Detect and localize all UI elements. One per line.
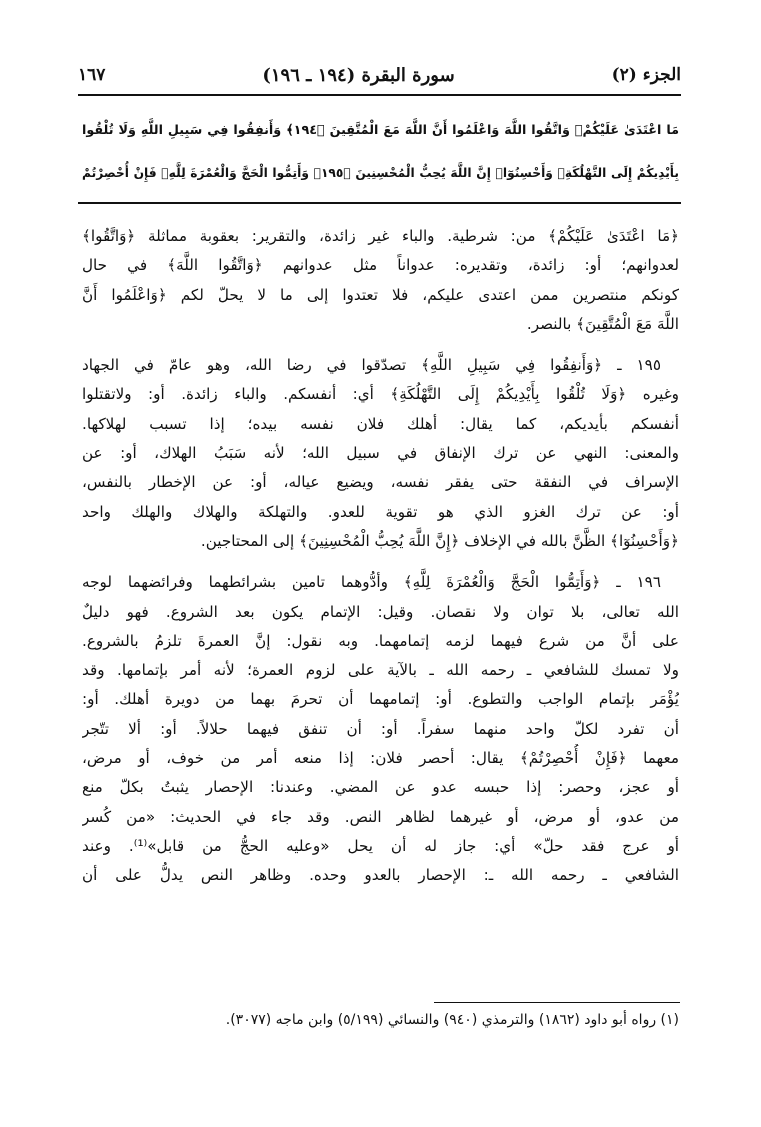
text-line: الله تعالى، بلا توان ولا نقصان. وقيل: الإتمام يكون بعد الشروع. فهو دليلٌ bbox=[82, 602, 679, 621]
page-number: ١٦٧ bbox=[78, 65, 106, 85]
text-line: والمعنى: النهي عن ترك الإنفاق في سبيل الله؛ لأنه سَبَبُ الهلاك، أو: عن bbox=[82, 444, 679, 463]
text-line: أو عرج فقد حلّ» أي: جاز له أن يحل «وعليه الحجُّ من قابل»⁽¹⁾. وعند bbox=[82, 836, 679, 855]
paragraph-195 bbox=[82, 351, 679, 556]
header-rule bbox=[78, 94, 681, 96]
quran-verse-block bbox=[82, 110, 679, 194]
text-line: من عدو، أو مرض، أو غيرهما لظاهر النص. وقد جاء في الحديث: «من كُسر bbox=[82, 807, 679, 826]
verse-line-2: بِأَيْدِيكُمْ إِلَى التَّهْلُكَةِۛ وَأَحْسِنُوٓاۛ إِنَّ اللَّهَ يُحِبُّ الْمُحْسِنِينَ ﴿١٩٥﴾ وَأَتِمُّوا الْحَجَّ وَالْعُمْرَةَ لِلَّهِۚ فَإِنْ أُحْصِرْتُمْ bbox=[82, 166, 679, 180]
text-line: ﴿مَا اعْتَدَىٰ عَلَيْكُمْ﴾ من: شرطية. والباء غير زائدة، والتقرير: بعقوبة مماثلة ﴿وَاتَّقُوا﴾ bbox=[82, 227, 679, 245]
verse-line-1: مَا اعْتَدَىٰ عَلَيْكُمْۚ وَاتَّقُوا اللَّهَ وَاعْلَمُوا أَنَّ اللَّهَ مَعَ الْمُتَّقِينَ ﴿١٩٤﴾ وَأَنفِقُوا فِي سَبِيلِ اللَّهِ وَلَا تُلْقُوا bbox=[82, 123, 679, 138]
footnote: (١) رواه أبو داود (١٨٦٢) والترمذي (٩٤٠) والنسائي (٥/١٩٩) وابن ماجه (٣٠٧٧). bbox=[225, 1012, 679, 1028]
text-line: الإسراف في النفقة حتى يفقر نفسه، ويضيع عياله، أو: عن الإخطار بالنفس، bbox=[82, 473, 679, 492]
text-line: اللَّهَ مَعَ الْمُتَّقِينَ﴾ بالنصر. bbox=[526, 314, 679, 333]
paragraph-194 bbox=[82, 222, 679, 339]
commentary-body bbox=[82, 222, 679, 903]
text-line: لعدوانهم؛ أو: زائدة، وتقديره: عدواناً مثل عدوانهم ﴿وَاتَّقُوا اللَّهَ﴾ في حال bbox=[82, 256, 679, 275]
text-line: الشافعي ـ رحمه الله ـ: الإحصار بالعدو وحده. وظاهر النص يدلُّ على أن bbox=[82, 866, 679, 885]
verse-rule bbox=[78, 202, 681, 204]
paragraph-196 bbox=[82, 568, 679, 890]
footnote-rule bbox=[434, 1002, 680, 1003]
text-line: ولا تمسك للشافعي ـ رحمه الله ـ بالآية على لزوم العمرة؛ لأنه أمر بإتمامها. وقد bbox=[82, 661, 679, 680]
text-line: يُؤْمَر بإتمام الواجب والتطوع. أو: إتمامهما أن تحرمَ بهما من دويرة أهلك. أو: bbox=[82, 690, 679, 709]
surah-title: سورة البقرة (١٩٤ ـ ١٩٦) bbox=[262, 64, 455, 86]
text-line: ١٩٦ ـ ﴿وَأَتِمُّوا الْحَجَّ وَالْعُمْرَةَ لِلَّهِ﴾ وأدُّوهما تامين بشرائطهما وفرائضهما لوجه bbox=[82, 573, 661, 592]
text-line: ﴿وَأَحْسِنُوٓا﴾ الظَّنَّ بالله في الإخلاف ﴿إِنَّ اللَّهَ يُحِبُّ الْمُحْسِنِينَ﴾ إلى المحتاجين. bbox=[200, 531, 679, 550]
text-line: على أنَّ من شرع فيهما لزمه إتمامهما. وبه نقول: إنَّ العمرةَ تلزمُ بالشروع. bbox=[82, 631, 679, 650]
text-line: أنفسكم بأيديكم، كما يقال: أهلك فلان نفسه بيده؛ إذا تسبب لهلاكها. bbox=[82, 414, 679, 433]
text-line: كونكم منتصرين ممن اعتدى عليكم، فلا تعتدوا إلى ما لا يحلّ لكم ﴿وَاعْلَمُوا أَنَّ bbox=[82, 285, 679, 304]
text-line: ١٩٥ ـ ﴿وَأَنفِقُوا فِي سَبِيلِ اللَّهِ﴾ تصدّقوا في رضا الله، وهو عامّ في الجهاد bbox=[82, 356, 661, 375]
text-line: أن تفرد لكلّ واحد منهما سفراً. أو: أن تنفق فيهما حلالاً. أو: ألا تتّجر bbox=[82, 719, 679, 738]
text-line: معهما ﴿فَإِنْ أُحْصِرْتُمْ﴾ يقال: أحصر فلان: إذا منعه أمر من خوف، أو مرض، bbox=[82, 749, 679, 768]
text-line: أو عجز، وحصر: إذا حبسه عدو عن المضي. وعندنا: الإحصار يثبتُ بكلّ منع bbox=[82, 778, 679, 797]
page-header bbox=[78, 58, 681, 92]
juz-label: الجزء (٢) bbox=[611, 65, 681, 85]
text-line: وغيره ﴿وَلَا تُلْقُوا بِأَيْدِيكُمْ إِلَى التَّهْلُكَةِ﴾ أي: أنفسكم. والباء زائدة. أو: ولاتقتلوا bbox=[82, 385, 679, 404]
text-line: أو: عن ترك الغزو الذي هو تقوية للعدو. والتهلكة والهلاك والهلك واحد bbox=[82, 502, 679, 521]
